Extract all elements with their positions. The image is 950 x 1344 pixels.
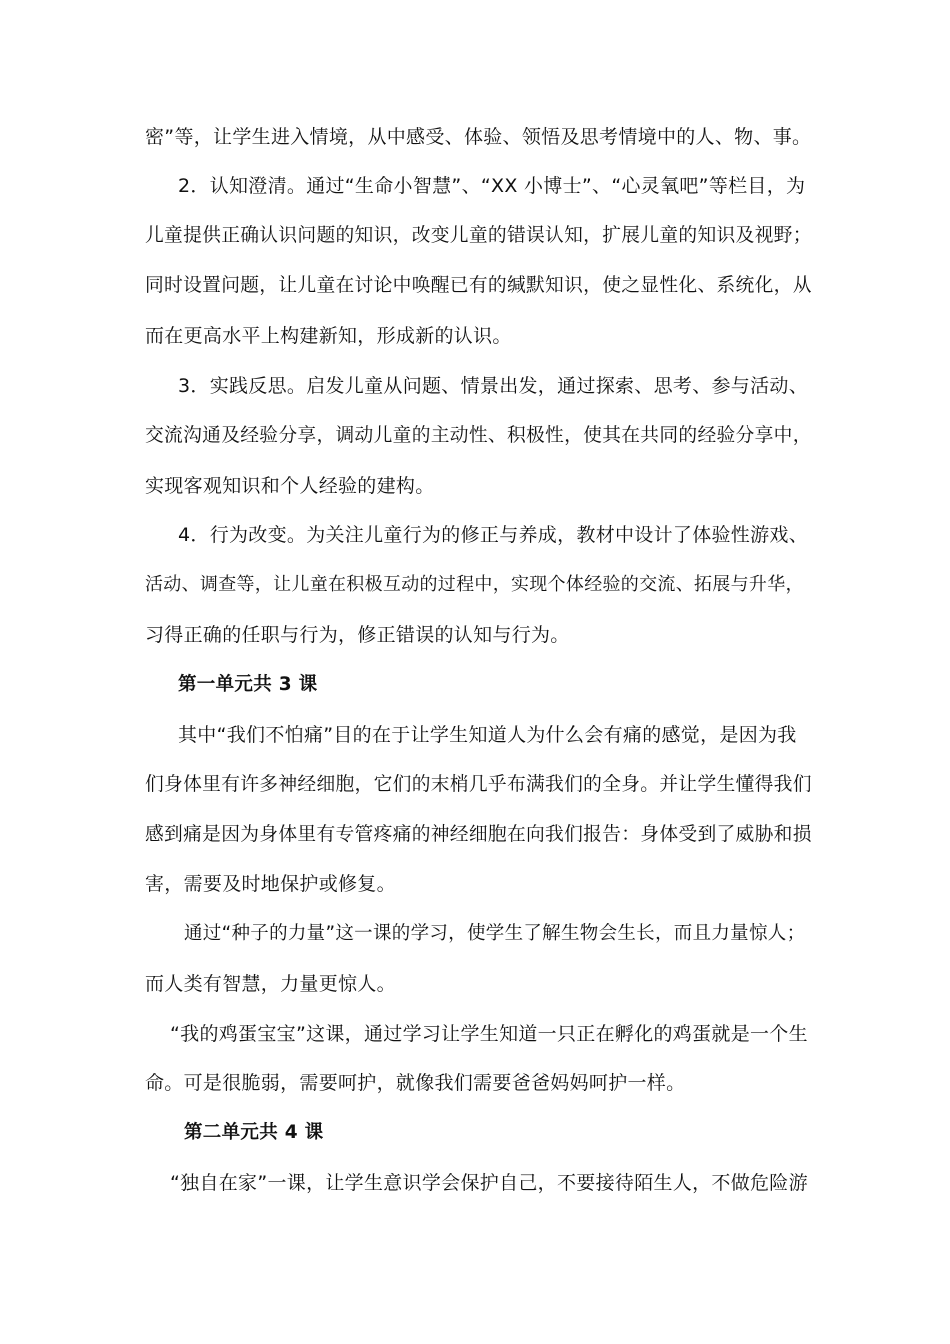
text-line-19: “我的鸡蛋宝宝”这课，通过学习让学生知道一只正在孵化的鸡蛋就是一个生 — [170, 1023, 808, 1045]
text-line-22: “独自在家”一课，让学生意识学会保护自己，不要接待陌生人，不做危险游 — [170, 1172, 808, 1194]
text-line-3: 儿童提供正确认识问题的知识，改变儿童的错误认知，扩展儿童的知识及视野； — [145, 225, 812, 246]
text-line-1: 密”等，让学生进入情境，从中感受、体验、领悟及思考情境中的人、物、事。 — [145, 126, 812, 148]
section-heading-unit-1: 第一单元共 3 课 — [178, 674, 318, 695]
text-line-18: 而人类有智慧，力量更惊人。 — [145, 973, 396, 995]
text-line-14: 们身体里有许多神经细胞，它们的末梢几乎布满我们的全身。并让学生懂得我们 — [145, 774, 812, 795]
text-line-17: 通过“种子的力量”这一课的学习，使学生了解生物会生长，而且力量惊人； — [184, 923, 806, 944]
text-line-13: 其中“我们不怕痛”目的在于让学生知道人为什么会有痛的感觉，是因为我 — [178, 724, 797, 746]
text-line-4: 同时设置问题，让儿童在讨论中唤醒已有的缄默知识，使之显性化、系统化，从 — [145, 275, 812, 296]
text-line-9: 4．行为改变。为关注儿童行为的修正与养成，教材中设计了体验性游戏、 — [178, 524, 808, 546]
text-line-16: 害，需要及时地保护或修复。 — [145, 873, 396, 895]
text-line-10: 活动、调查等，让儿童在积极互动的过程中，实现个体经验的交流、拓展与升华， — [145, 574, 804, 595]
text-line-15: 感到痛是因为身体里有专管疼痛的神经细胞在向我们报告：身体受到了威胁和损 — [145, 824, 812, 845]
text-line-5: 而在更高水平上构建新知，形成新的认识。 — [145, 325, 512, 347]
text-line-11: 习得正确的任职与行为，修正错误的认知与行为。 — [145, 624, 570, 646]
text-line-2: 2．认知澄清。通过“生命小智慧”、“XX 小博士”、“心灵氧吧”等栏目，为 — [178, 175, 806, 197]
text-line-20: 命。可是很脆弱，需要呵护，就像我们需要爸爸妈妈呵护一样。 — [145, 1072, 686, 1094]
text-line-6: 3．实践反思。启发儿童从问题、情景出发，通过探索、思考、参与活动、 — [178, 375, 808, 397]
section-heading-unit-2: 第二单元共 4 课 — [184, 1122, 324, 1143]
text-line-7: 交流沟通及经验分享，调动儿童的主动性、积极性，使其在共同的经验分享中， — [145, 425, 812, 446]
text-line-8: 实现客观知识和个人经验的建构。 — [145, 475, 435, 497]
